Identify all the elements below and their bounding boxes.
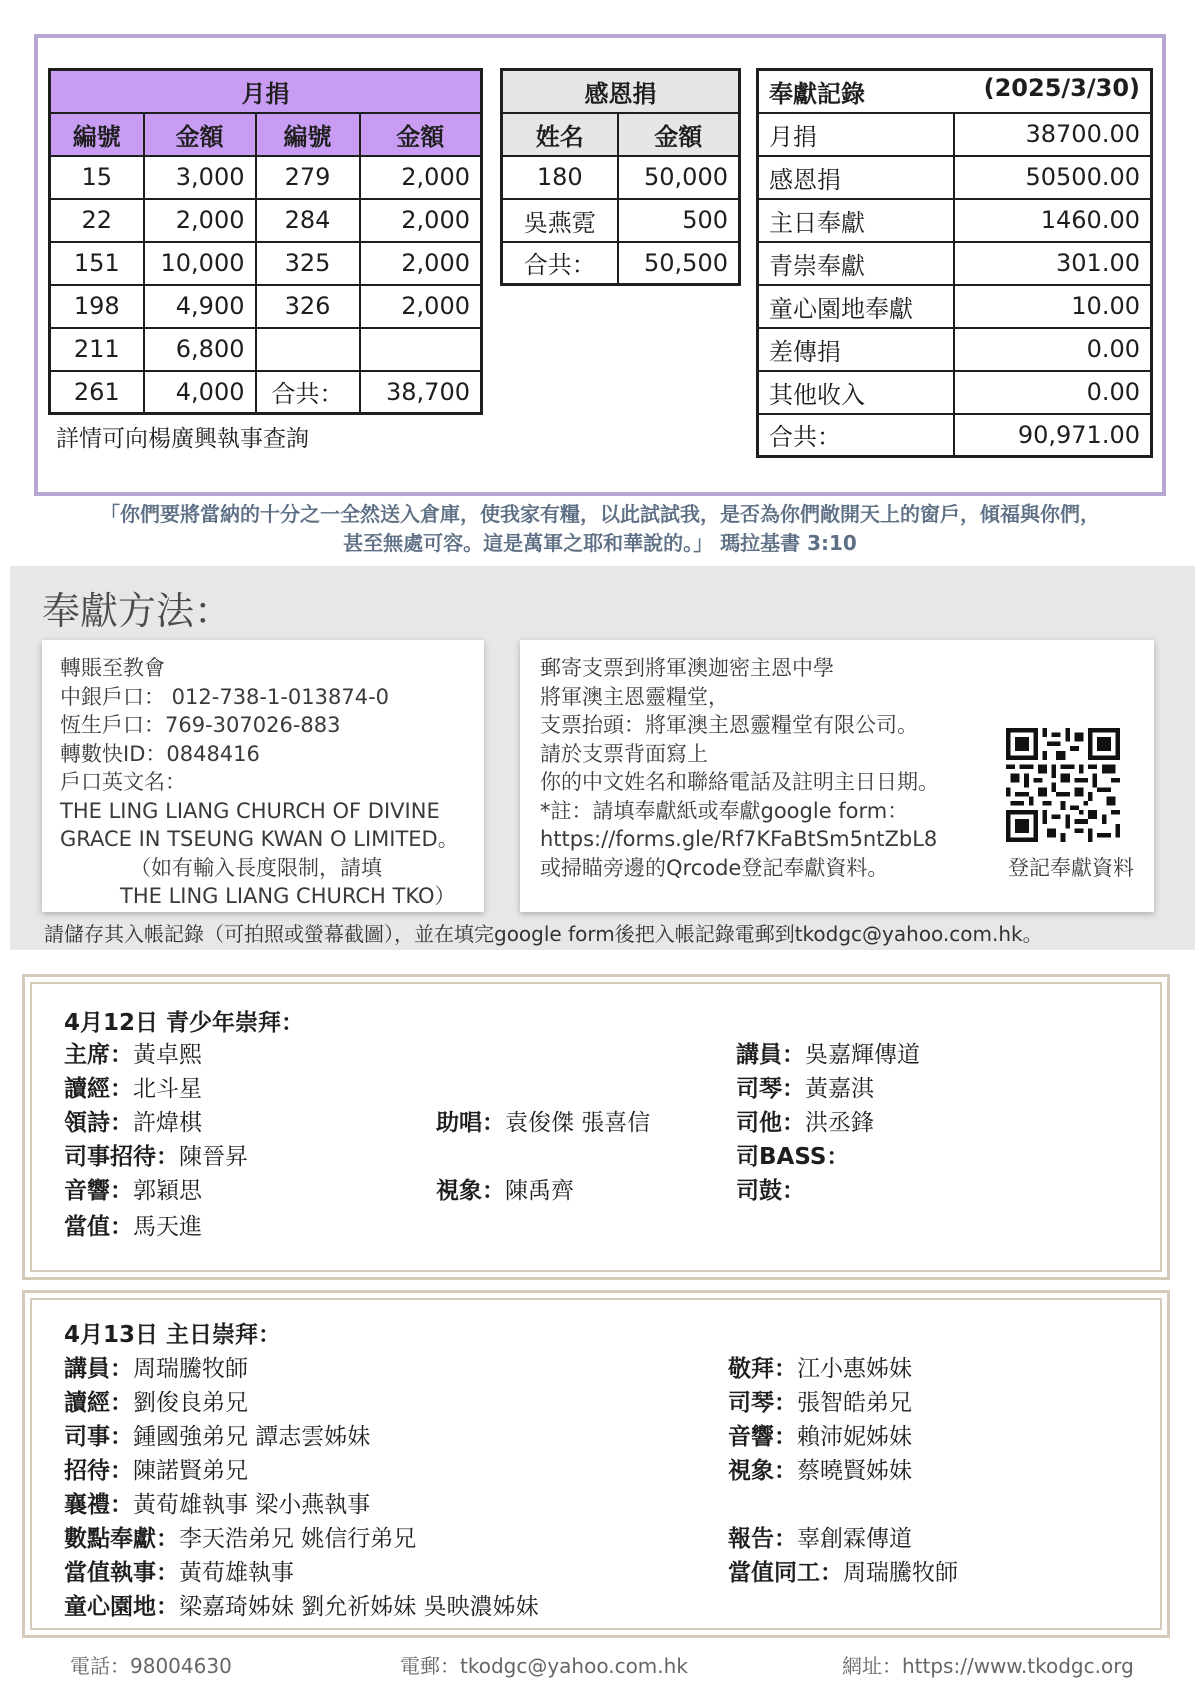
table-row [758,242,1152,285]
col-header: 金額 [144,113,256,156]
total-value: 50,500 [618,242,740,285]
youth-speaker: 講員：吳嘉輝傳道 [736,1042,920,1068]
cell: 2,000 [360,242,482,285]
qr-code-icon[interactable] [1006,728,1120,842]
sunday-worship: 敬拜：江小惠姊妹 [728,1356,912,1382]
cell: 童心園地奉獻 [758,285,954,328]
cell: 151 [50,242,144,285]
cell: 10,000 [144,242,256,285]
table-row [758,199,1152,242]
cell: 22 [50,199,144,242]
cell: 325 [256,242,360,285]
sunday-speaker: 講員：周瑞騰牧師 [64,1356,248,1382]
verse-line: 「你們要將當納的十分之一全然送入倉庫，使我家有糧，以此試試我，是否為你們敞開天上的窗戶，傾福與你們， [100,502,1100,526]
cell: 301.00 [954,242,1152,285]
cell: 279 [256,156,360,199]
table-row [758,156,1152,199]
youth-service-box [22,974,1170,1280]
cell: 500 [618,199,740,242]
sunday-usher: 司事：鍾國強弟兄 譚志雲姊妹 [64,1424,371,1450]
bible-verse [40,500,1160,558]
col-header: 編號 [50,113,144,156]
monthly-offering-table [48,68,483,415]
cell: 15 [50,156,144,199]
cell: 50,000 [618,156,740,199]
total-value: 38,700 [360,371,482,414]
cell: 180 [502,156,618,199]
cell: 6,800 [144,328,256,371]
method-title: 奉獻方法： [42,589,233,633]
cell: 4,000 [144,371,256,414]
cell: 211 [50,328,144,371]
youth-worship-lead: 領詩：許煒棋 [64,1110,202,1136]
col-header: 金額 [618,113,740,156]
cell: 38700.00 [954,113,1152,156]
cell: 50500.00 [954,156,1152,199]
record-title-cell [758,70,1152,113]
cell: 2,000 [360,199,482,242]
cell [256,328,360,371]
cell [360,328,482,371]
cell: 吳燕霓 [502,199,618,242]
cell: 284 [256,199,360,242]
card-line: THE LING LIANG CHURCH TKO） [120,884,456,908]
footer-website[interactable]: 網址：https://www.tkodgc.org [842,1654,1134,1678]
cell: 感恩捐 [758,156,954,199]
cell: 其他收入 [758,371,954,414]
card-line: 恆生戶口：769-307026-883 [60,713,341,737]
cell: 0.00 [954,328,1152,371]
google-form-link[interactable]: https://forms.gle/Rf7KFaBtSm5ntZbL8 [540,827,938,851]
monthly-title: 月捐 [50,70,482,113]
inquiry-note: 詳情可向楊廣興執事查詢 [56,426,309,452]
cell: 2,000 [144,199,256,242]
card-line: 轉賬至教會 [60,656,165,680]
card-line: （如有輸入長度限制，請填 [130,855,382,880]
youth-drum: 司鼓： [736,1178,805,1204]
card-line: 將軍澳主恩靈糧堂， [540,684,729,709]
sunday-service-title: 4月13日 主日崇拜： [64,1322,282,1348]
card-line: 請於支票背面寫上 [540,741,708,766]
card-line: 戶口英文名： [60,770,186,794]
sunday-visual: 視象：蔡曉賢姊妹 [728,1458,912,1484]
card-line: 支票抬頭：將軍澳主恩靈糧堂有限公司。 [540,713,918,737]
footer-phone: 電話：98004630 [70,1654,232,1678]
card-line: 轉數快ID：0848416 [60,741,260,766]
card-line: THE LING LIANG CHURCH OF DIVINE [60,798,440,823]
youth-reading: 讀經：北斗星 [64,1076,202,1102]
card-line: 中銀戶口： 012-738-1-013874-0 [60,684,390,709]
youth-chair: 主席：黃卓熙 [64,1042,202,1068]
table-row [50,156,482,199]
sunday-reception: 招待：陳諾賢弟兄 [64,1458,248,1484]
verse-line: 甚至無處可容。這是萬軍之耶和華說的。」 瑪拉基書 3:10 [343,531,857,555]
offering-method-section [10,566,1195,950]
sunday-service-box [22,1290,1170,1638]
table-row [502,242,740,285]
table-row [502,156,740,199]
table-row [50,328,482,371]
cell: 0.00 [954,371,1152,414]
youth-sound: 音響：郭穎思 [64,1178,202,1204]
cell: 2,000 [360,156,482,199]
cell: 4,900 [144,285,256,328]
sunday-assist: 襄禮：黃荀雄執事 梁小燕執事 [64,1492,371,1518]
col-header: 姓名 [502,113,618,156]
cell: 差傳捐 [758,328,954,371]
footer-email[interactable]: 電郵：tkodgc@yahoo.com.hk [400,1654,688,1678]
qr-label: 登記奉獻資料 [1008,856,1134,880]
card-line: 你的中文姓名和聯絡電話及註明主日日期。 [540,770,939,794]
table-row [50,371,482,414]
card-line: 郵寄支票到將軍澳迦密主恩中學 [540,656,834,680]
cell: 主日奉獻 [758,199,954,242]
cell: 326 [256,285,360,328]
method-footnote: 請儲存其入帳記錄（可拍照或螢幕截圖），並在填完google form後把入帳記錄電郵到tkodgc@yahoo.com.hk。 [44,922,1043,946]
cell: 1460.00 [954,199,1152,242]
youth-guitar: 司他：洪丞鋒 [736,1110,874,1136]
table-row [50,242,482,285]
card-line: 或掃瞄旁邊的Qrcode登記奉獻資料。 [540,855,889,880]
record-date: (2025/3/30) [983,73,1140,102]
sunday-count-offering: 數點奉獻：李天浩弟兄 姚信行弟兄 [64,1526,417,1552]
sunday-duty-staff: 當值同工：周瑞騰牧師 [728,1560,958,1586]
cell: 2,000 [360,285,482,328]
col-header: 金額 [360,113,482,156]
total-label: 合共： [502,242,618,285]
cell: 10.00 [954,285,1152,328]
total-label: 合共： [758,414,954,457]
card-line: *註：請填奉獻紙或奉獻google form： [540,798,909,823]
col-header: 編號 [256,113,360,156]
table-row [758,371,1152,414]
youth-piano: 司琴：黃嘉淇 [736,1076,874,1102]
bank-transfer-card [42,640,484,912]
sunday-reading: 讀經：劉俊良弟兄 [64,1390,248,1416]
table-row [758,113,1152,156]
youth-service-title: 4月12日 青少年崇拜： [64,1010,305,1036]
cell: 198 [50,285,144,328]
thanks-title: 感恩捐 [502,70,740,113]
offering-record-table [756,68,1153,458]
table-row [50,285,482,328]
table-row [502,199,740,242]
cell: 月捐 [758,113,954,156]
cell: 3,000 [144,156,256,199]
youth-usher: 司事招待：陳晉昇 [64,1144,248,1170]
cell: 261 [50,371,144,414]
cell: 青崇奉獻 [758,242,954,285]
table-row [758,328,1152,371]
table-row [50,199,482,242]
youth-visual: 視象：陳禹齊 [436,1178,574,1204]
sunday-report: 報告：辜創霖傳道 [728,1526,912,1552]
sunday-duty-deacon: 當值執事：黃荀雄執事 [64,1560,294,1586]
table-row [758,285,1152,328]
sunday-kids-corner: 童心園地：梁嘉琦姊妹 劉允祈姊妹 吳映濃姊妹 [64,1594,539,1620]
youth-duty: 當值：馬天進 [64,1214,202,1240]
thanksgiving-offering-table [500,68,741,286]
total-label: 合共： [256,371,360,414]
sunday-piano: 司琴：張智皓弟兄 [728,1390,912,1416]
table-row [758,414,1152,457]
youth-bass: 司BASS： [736,1144,850,1170]
youth-backing-vocal: 助唱：袁俊傑 張喜信 [436,1110,651,1136]
record-title: 奉獻記錄 [769,79,865,108]
total-value: 90,971.00 [954,414,1152,457]
sunday-sound: 音響：賴沛妮姊妹 [728,1424,912,1450]
cheque-card [520,640,1154,912]
card-line: GRACE IN TSEUNG KWAN O LIMITED。 [60,827,459,851]
